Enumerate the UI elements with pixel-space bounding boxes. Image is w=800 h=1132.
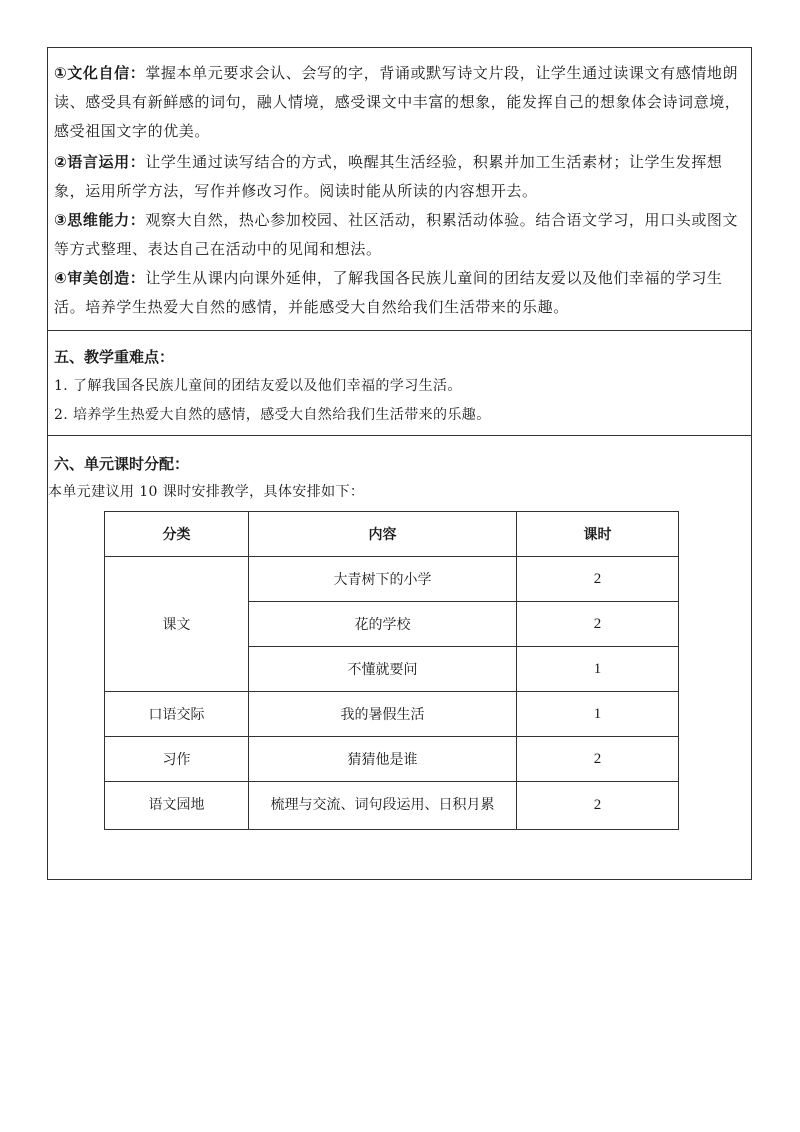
schedule-table — [104, 511, 679, 830]
key-points-section — [48, 331, 751, 436]
objective-text: 让学生从课内向课外延伸，了解我国各民族儿童间的团结友爱以及他们幸福的学习生活。培养学生热爱大自然的感情，并能感受大自然给我们生活带来的乐趣。 — [54, 269, 723, 316]
hours-cell: 2 — [517, 737, 679, 782]
table-row — [105, 692, 679, 737]
table-row — [105, 782, 679, 830]
hours-cell: 1 — [517, 647, 679, 692]
section-heading: 五、教学重难点： — [54, 348, 175, 366]
table-row — [105, 737, 679, 782]
table-header-row — [105, 512, 679, 557]
category-cell: 语文园地 — [105, 782, 249, 830]
objective-label: ③思维能力： — [54, 211, 146, 229]
objectives-section — [48, 48, 751, 331]
hours-cell: 1 — [517, 692, 679, 737]
objective-language — [54, 148, 741, 206]
content-cell: 梳理与交流、词句段运用、日积月累 — [249, 782, 517, 830]
objective-text: 观察大自然，热心参加校园、社区活动，积累活动体验。结合语文学习，用口头或图文等方式整理、表达自己在活动中的见闻和想法。 — [54, 211, 739, 258]
objective-culture — [54, 59, 741, 146]
allocation-intro: 本单元建议用 10 课时安排教学，具体安排如下： — [48, 484, 365, 500]
objective-label: ④审美创造： — [54, 269, 146, 287]
objective-label: ②语言运用： — [54, 153, 146, 171]
key-point-item: 1. 了解我国各民族儿童间的团结友爱以及他们幸福的学习生活。 — [54, 378, 462, 394]
category-cell: 习作 — [105, 737, 249, 782]
content-cell: 猜猜他是谁 — [249, 737, 517, 782]
hours-cell: 2 — [517, 557, 679, 602]
objective-thinking — [54, 206, 741, 264]
section-heading: 六、单元课时分配： — [54, 455, 190, 473]
content-cell: 大青树下的小学 — [249, 557, 517, 602]
category-cell: 课文 — [105, 557, 249, 692]
column-header: 内容 — [249, 512, 517, 557]
content-cell: 我的暑假生活 — [249, 692, 517, 737]
key-point-item: 2. 培养学生热爱大自然的感情，感受大自然给我们生活带来的乐趣。 — [54, 407, 491, 423]
objective-aesthetic — [54, 264, 741, 322]
category-cell: 口语交际 — [105, 692, 249, 737]
hours-cell: 2 — [517, 602, 679, 647]
objective-text: 掌握本单元要求会认、会写的字，背诵或默写诗文片段，让学生通过读课文有感情地朗读、感受具有新鲜感的词句，融人情境，感受课文中丰富的想象，能发挥自己的想象体会诗词意境，感受祖国文字的优美。 — [54, 64, 741, 140]
column-header: 课时 — [517, 512, 679, 557]
objective-label: ①文化自信： — [54, 64, 146, 82]
hours-cell: 2 — [517, 782, 679, 830]
content-cell: 不懂就要问 — [249, 647, 517, 692]
table-row — [105, 557, 679, 602]
objective-text: 让学生通过读写结合的方式，唤醒其生活经验，积累并加工生活素材；让学生发挥想象，运用所学方法，写作并修改习作。阅读时能从所读的内容想开去。 — [54, 153, 723, 200]
content-cell: 花的学校 — [249, 602, 517, 647]
column-header: 分类 — [105, 512, 249, 557]
